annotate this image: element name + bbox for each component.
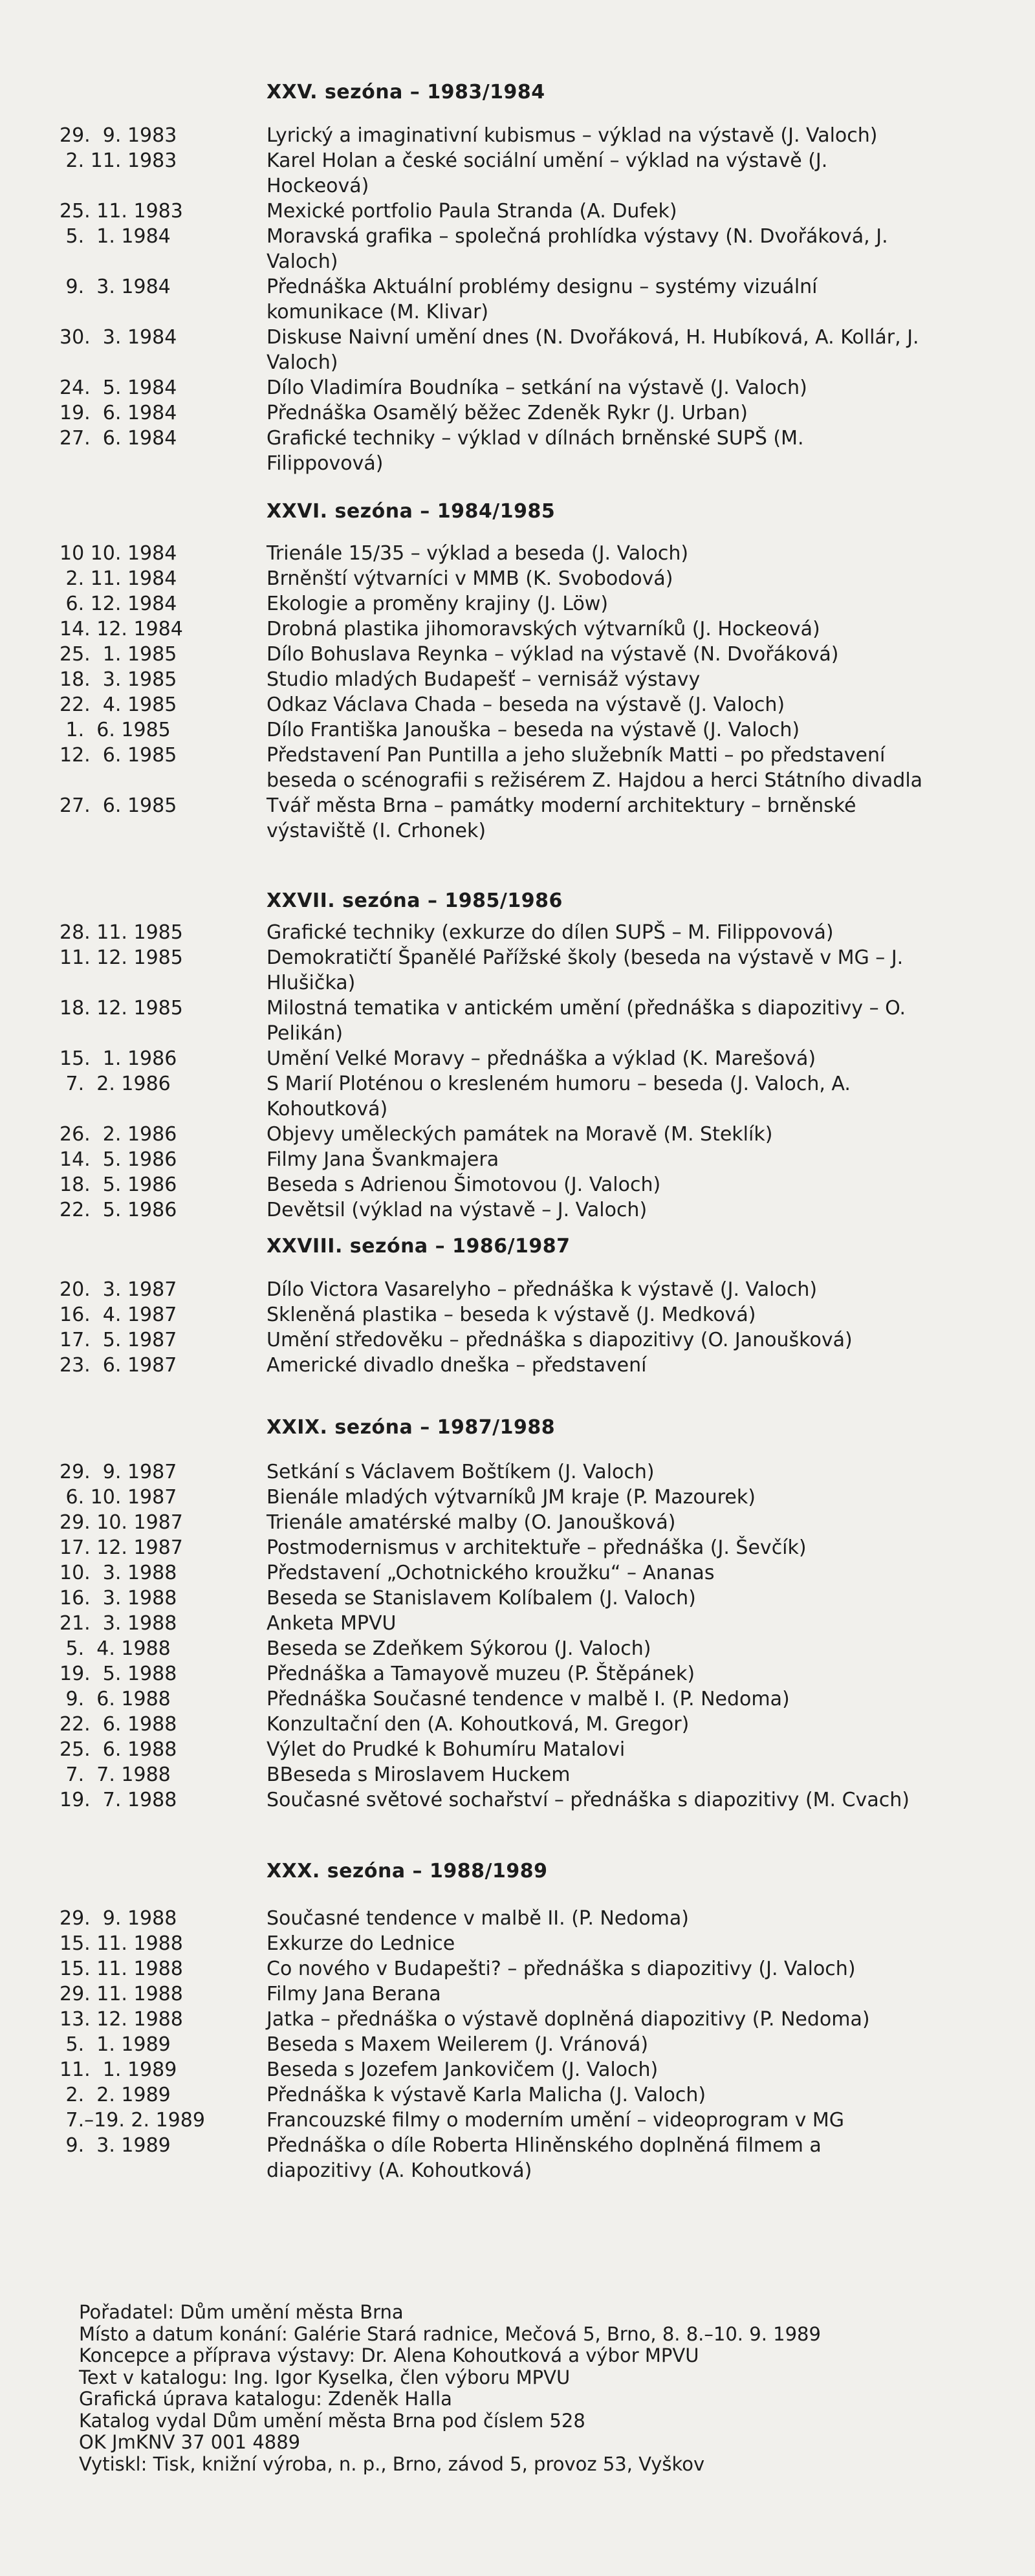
event-row bbox=[0, 1712, 1035, 1737]
event-date: 15. 1. 1986 bbox=[60, 1047, 177, 1070]
colophon-line: OK JmKNV 37 001 4889 bbox=[79, 2431, 301, 2453]
event-description: Demokratičtí Španělé Pařížské školy (beseda na výstavě v MG – J. Hlušička) bbox=[267, 946, 904, 994]
event-date: 29. 9. 1987 bbox=[60, 1461, 177, 1483]
event-description: Milostná tematika v antickém umění (přednáška s diapozitivy – O. Pelikán) bbox=[267, 997, 906, 1045]
event-description: Přednáška o díle Roberta Hliněnského doplněná filmem a diapozitivy (A. Kohoutková) bbox=[267, 2134, 822, 2182]
event-date: 25. 6. 1988 bbox=[60, 1738, 177, 1761]
event-row bbox=[0, 1586, 1035, 1611]
event-description: Trienále amatérské malby (O. Janoušková) bbox=[267, 1511, 676, 1534]
event-row bbox=[0, 945, 1035, 996]
event-description: Filmy Jana Berana bbox=[267, 1983, 441, 2005]
event-date: 14. 5. 1986 bbox=[60, 1148, 177, 1171]
event-date: 7. 2. 1986 bbox=[60, 1073, 171, 1095]
event-row bbox=[0, 743, 1035, 793]
event-row bbox=[0, 541, 1035, 566]
event-description: S Marií Ploténou o kresleném humoru – beseda (J. Valoch, A. Kohoutková) bbox=[267, 1073, 851, 1120]
event-date: 2. 11. 1984 bbox=[60, 567, 177, 590]
event-description: Mexické portfolio Paula Stranda (A. Dufek) bbox=[267, 200, 677, 223]
event-row bbox=[0, 199, 1035, 224]
event-date: 16. 4. 1987 bbox=[60, 1304, 177, 1326]
event-row bbox=[0, 1122, 1035, 1147]
event-row bbox=[0, 1762, 1035, 1787]
event-date: 11. 1. 1989 bbox=[60, 2058, 177, 2081]
event-date: 10 10. 1984 bbox=[60, 542, 177, 565]
event-description: Ekologie a proměny krajiny (J. Löw) bbox=[267, 593, 609, 615]
event-date: 22. 4. 1985 bbox=[60, 693, 177, 716]
event-description: Setkání s Václavem Boštíkem (J. Valoch) bbox=[267, 1461, 655, 1483]
event-description: Přednáška k výstavě Karla Malicha (J. Valoch) bbox=[267, 2084, 706, 2106]
event-description: Co nového v Budapešti? – přednáška s diapozitivy (J. Valoch) bbox=[267, 1958, 856, 1980]
event-row bbox=[0, 2133, 1035, 2183]
event-description: Tvář města Brna – památky moderní architektury – brněnské výstaviště (I. Crhonek) bbox=[267, 794, 856, 842]
event-row bbox=[0, 1535, 1035, 1560]
event-date: 16. 3. 1988 bbox=[60, 1587, 177, 1610]
event-date: 19. 6. 1984 bbox=[60, 402, 177, 424]
season-title: XXVIII. sezóna – 1986/1987 bbox=[267, 1235, 571, 1258]
event-row bbox=[0, 1981, 1035, 2007]
event-date: 19. 7. 1988 bbox=[60, 1789, 177, 1811]
event-row bbox=[0, 1046, 1035, 1071]
event-description: Brněnští výtvarníci v MMB (K. Svobodová) bbox=[267, 567, 673, 590]
season-title: XXV. sezóna – 1983/1984 bbox=[267, 81, 545, 104]
event-date: 1. 6. 1985 bbox=[60, 719, 171, 741]
season-section bbox=[0, 1237, 1035, 1378]
event-row bbox=[0, 692, 1035, 717]
event-description: Jatka – přednáška o výstavě doplněná diapozitivy (P. Nedoma) bbox=[267, 2008, 870, 2031]
event-description: Konzultační den (A. Kohoutková, M. Gregor) bbox=[267, 1713, 690, 1736]
season-title: XXIX. sezóna – 1987/1988 bbox=[267, 1416, 556, 1439]
season-section bbox=[0, 1418, 1035, 1813]
event-row bbox=[0, 1686, 1035, 1712]
event-date: 15. 11. 1988 bbox=[60, 1958, 183, 1980]
event-date: 18. 5. 1986 bbox=[60, 1173, 177, 1196]
event-date: 17. 5. 1987 bbox=[60, 1329, 177, 1351]
event-description: Moravská grafika – společná prohlídka výstavy (N. Dvořáková, J. Valoch) bbox=[267, 225, 888, 273]
event-row bbox=[0, 717, 1035, 743]
event-row bbox=[0, 426, 1035, 476]
event-date: 22. 6. 1988 bbox=[60, 1713, 177, 1736]
event-date: 6. 10. 1987 bbox=[60, 1486, 177, 1509]
event-description: Umění Velké Moravy – přednáška a výklad (K. Marešová) bbox=[267, 1047, 816, 1070]
event-date: 20. 3. 1987 bbox=[60, 1278, 177, 1301]
event-date: 2. 2. 1989 bbox=[60, 2084, 171, 2106]
event-row bbox=[0, 617, 1035, 642]
event-row bbox=[0, 2032, 1035, 2057]
event-description: Dílo Vladimíra Boudníka – setkání na výstavě (J. Valoch) bbox=[267, 377, 807, 399]
event-date: 25. 11. 1983 bbox=[60, 200, 183, 223]
event-date: 14. 12. 1984 bbox=[60, 618, 183, 640]
event-description: Diskuse Naivní umění dnes (N. Dvořáková, H. Hubíková, A. Kollár, J. Valoch) bbox=[267, 326, 919, 374]
event-row bbox=[0, 1459, 1035, 1485]
event-row bbox=[0, 1611, 1035, 1636]
event-row bbox=[0, 375, 1035, 400]
colophon-line: Vytiskl: Tisk, knižní výroba, n. p., Brno, závod 5, provoz 53, Vyškov bbox=[79, 2452, 705, 2475]
event-description: BBeseda s Miroslavem Huckem bbox=[267, 1763, 571, 1786]
event-date: 24. 5. 1984 bbox=[60, 377, 177, 399]
colophon-line: Koncepce a příprava výstavy: Dr. Alena Kohoutková a výbor MPVU bbox=[79, 2344, 699, 2366]
season-title: XXVII. sezóna – 1985/1986 bbox=[267, 890, 563, 912]
event-row bbox=[0, 667, 1035, 692]
event-row bbox=[0, 123, 1035, 148]
colophon-line: Pořadatel: Dům umění města Brna bbox=[79, 2301, 404, 2323]
event-date: 28. 11. 1985 bbox=[60, 921, 183, 944]
event-date: 7.–19. 2. 1989 bbox=[60, 2109, 205, 2132]
event-description: Devětsil (výklad na výstavě – J. Valoch) bbox=[267, 1199, 648, 1221]
event-date: 30. 3. 1984 bbox=[60, 326, 177, 349]
event-description: Přednáška Osamělý běžec Zdeněk Rykr (J. Urban) bbox=[267, 402, 748, 424]
event-date: 21. 3. 1988 bbox=[60, 1612, 177, 1635]
event-description: Dílo Bohuslava Reynka – výklad na výstavě (N. Dvořáková) bbox=[267, 643, 839, 666]
event-description: Postmodernismus v architektuře – přednáška (J. Ševčík) bbox=[267, 1536, 807, 1559]
event-description: Francouzské filmy o moderním umění – videoprogram v MG bbox=[267, 2109, 845, 2132]
event-description: Karel Holan a české sociální umění – výklad na výstavě (J. Hockeová) bbox=[267, 149, 828, 197]
event-row bbox=[0, 1737, 1035, 1762]
event-description: Beseda se Stanislavem Kolíbalem (J. Valoch) bbox=[267, 1587, 696, 1610]
event-description: Beseda se Zdeňkem Sýkorou (J. Valoch) bbox=[267, 1637, 651, 1660]
event-date: 11. 12. 1985 bbox=[60, 946, 183, 969]
season-section bbox=[0, 502, 1035, 844]
event-description: Objevy uměleckých památek na Moravě (M. Steklík) bbox=[267, 1123, 773, 1146]
event-row bbox=[0, 1661, 1035, 1686]
event-row bbox=[0, 1277, 1035, 1302]
event-description: Skleněná plastika – beseda k výstavě (J. Medková) bbox=[267, 1304, 756, 1326]
colophon-line: Grafická úprava katalogu: Zdeněk Halla bbox=[79, 2388, 452, 2410]
event-date: 12. 6. 1985 bbox=[60, 744, 177, 767]
event-date: 23. 6. 1987 bbox=[60, 1354, 177, 1377]
colophon-line: Katalog vydal Dům umění města Brna pod číslem 528 bbox=[79, 2409, 585, 2432]
event-row bbox=[0, 996, 1035, 1046]
event-row bbox=[0, 1787, 1035, 1813]
event-description: Beseda s Maxem Weilerem (J. Vránová) bbox=[267, 2033, 649, 2056]
colophon-line: Text v katalogu: Ing. Igor Kyselka, člen výboru MPVU bbox=[79, 2366, 571, 2388]
event-row bbox=[0, 2082, 1035, 2108]
event-row bbox=[0, 793, 1035, 844]
event-row bbox=[0, 920, 1035, 945]
season-section bbox=[0, 83, 1035, 476]
event-date: 2. 11. 1983 bbox=[60, 149, 177, 172]
event-date: 29. 9. 1988 bbox=[60, 1907, 177, 1930]
event-description: Beseda s Jozefem Jankovičem (J. Valoch) bbox=[267, 2058, 659, 2081]
event-date: 27. 6. 1985 bbox=[60, 794, 177, 817]
event-date: 7. 7. 1988 bbox=[60, 1763, 171, 1786]
event-description: Přednáška Současné tendence v malbě I. (P. Nedoma) bbox=[267, 1688, 790, 1710]
event-date: 10. 3. 1988 bbox=[60, 1562, 177, 1584]
event-row bbox=[0, 1172, 1035, 1197]
colophon bbox=[79, 2302, 985, 2475]
event-description: Bienále mladých výtvarníků JM kraje (P. Mazourek) bbox=[267, 1486, 756, 1509]
event-row bbox=[0, 1197, 1035, 1223]
event-row bbox=[0, 1327, 1035, 1353]
event-date: 19. 5. 1988 bbox=[60, 1663, 177, 1685]
event-date: 26. 2. 1986 bbox=[60, 1123, 177, 1146]
event-row bbox=[0, 274, 1035, 325]
event-row bbox=[0, 1147, 1035, 1172]
event-date: 5. 4. 1988 bbox=[60, 1637, 171, 1660]
event-date: 27. 6. 1984 bbox=[60, 427, 177, 450]
event-row bbox=[0, 1353, 1035, 1378]
event-description: Současné světové sochařství – přednáška s diapozitivy (M. Cvach) bbox=[267, 1789, 910, 1811]
event-description: Dílo Františka Janouška – beseda na výstavě (J. Valoch) bbox=[267, 719, 800, 741]
event-date: 5. 1. 1984 bbox=[60, 225, 171, 248]
event-date: 22. 5. 1986 bbox=[60, 1199, 177, 1221]
event-row bbox=[0, 325, 1035, 375]
event-date: 6. 12. 1984 bbox=[60, 593, 177, 615]
event-row bbox=[0, 1560, 1035, 1586]
event-date: 13. 12. 1988 bbox=[60, 2008, 183, 2031]
colophon-line: Místo a datum konání: Galérie Stará radnice, Mečová 5, Brno, 8. 8.–10. 9. 1989 bbox=[79, 2322, 821, 2345]
event-row bbox=[0, 1956, 1035, 1981]
event-description: Trienále 15/35 – výklad a beseda (J. Valoch) bbox=[267, 542, 689, 565]
event-row bbox=[0, 642, 1035, 667]
event-date: 18. 3. 1985 bbox=[60, 668, 177, 691]
event-row bbox=[0, 1485, 1035, 1510]
event-description: Grafické techniky (exkurze do dílen SUPŠ – M. Filippovová) bbox=[267, 921, 834, 944]
season-section bbox=[0, 1862, 1035, 2183]
event-date: 25. 1. 1985 bbox=[60, 643, 177, 666]
event-description: Umění středověku – přednáška s diapozitivy (O. Janoušková) bbox=[267, 1329, 853, 1351]
event-row bbox=[0, 566, 1035, 591]
event-date: 9. 6. 1988 bbox=[60, 1688, 171, 1710]
event-row bbox=[0, 591, 1035, 617]
event-description: Představení Pan Puntilla a jeho služebník Matti – po představení beseda o scénografii s režisérem Z. Hajdou a herci Státního divadla bbox=[267, 744, 923, 792]
event-date: 9. 3. 1989 bbox=[60, 2134, 171, 2157]
event-row bbox=[0, 148, 1035, 199]
event-row bbox=[0, 1636, 1035, 1661]
event-description: Představení „Ochotnického kroužku“ – Ananas bbox=[267, 1562, 715, 1584]
event-description: Drobná plastika jihomoravských výtvarníků (J. Hockeová) bbox=[267, 618, 820, 640]
event-description: Lyrický a imaginativní kubismus – výklad na výstavě (J. Valoch) bbox=[267, 124, 878, 147]
event-description: Dílo Victora Vasarelyho – přednáška k výstavě (J. Valoch) bbox=[267, 1278, 818, 1301]
event-row bbox=[0, 1906, 1035, 1931]
event-description: Současné tendence v malbě II. (P. Nedoma) bbox=[267, 1907, 689, 1930]
event-description: Grafické techniky – výklad v dílnách brněnské SUPŠ (M. Filippovová) bbox=[267, 427, 804, 475]
event-date: 15. 11. 1988 bbox=[60, 1932, 183, 1955]
event-date: 18. 12. 1985 bbox=[60, 997, 183, 1020]
event-description: Přednáška a Tamayově muzeu (P. Štěpánek) bbox=[267, 1663, 695, 1685]
event-row bbox=[0, 1302, 1035, 1327]
event-row bbox=[0, 400, 1035, 426]
season-title: XXVI. sezóna – 1984/1985 bbox=[267, 500, 556, 523]
season-section bbox=[0, 891, 1035, 1223]
event-date: 9. 3. 1984 bbox=[60, 276, 171, 298]
event-date: 5. 1. 1989 bbox=[60, 2033, 171, 2056]
event-row bbox=[0, 1931, 1035, 1956]
event-description: Přednáška Aktuální problémy designu – systémy vizuální komunikace (M. Klivar) bbox=[267, 276, 818, 323]
event-date: 29. 9. 1983 bbox=[60, 124, 177, 147]
event-row bbox=[0, 1510, 1035, 1535]
event-description: Výlet do Prudké k Bohumíru Matalovi bbox=[267, 1738, 626, 1761]
event-row bbox=[0, 2108, 1035, 2133]
event-description: Studio mladých Budapešť – vernisáž výstavy bbox=[267, 668, 701, 691]
event-description: Odkaz Václava Chada – beseda na výstavě (J. Valoch) bbox=[267, 693, 785, 716]
event-description: Anketa MPVU bbox=[267, 1612, 397, 1635]
event-row bbox=[0, 224, 1035, 274]
event-date: 17. 12. 1987 bbox=[60, 1536, 183, 1559]
event-row bbox=[0, 1071, 1035, 1122]
event-row bbox=[0, 2057, 1035, 2082]
season-title: XXX. sezóna – 1988/1989 bbox=[267, 1860, 548, 1883]
event-description: Exkurze do Lednice bbox=[267, 1932, 455, 1955]
event-row bbox=[0, 2007, 1035, 2032]
event-description: Filmy Jana Švankmajera bbox=[267, 1148, 499, 1171]
event-date: 29. 10. 1987 bbox=[60, 1511, 183, 1534]
event-description: Beseda s Adrienou Šimotovou (J. Valoch) bbox=[267, 1173, 661, 1196]
event-date: 29. 11. 1988 bbox=[60, 1983, 183, 2005]
event-description: Americké divadlo dneška – představení bbox=[267, 1354, 647, 1377]
